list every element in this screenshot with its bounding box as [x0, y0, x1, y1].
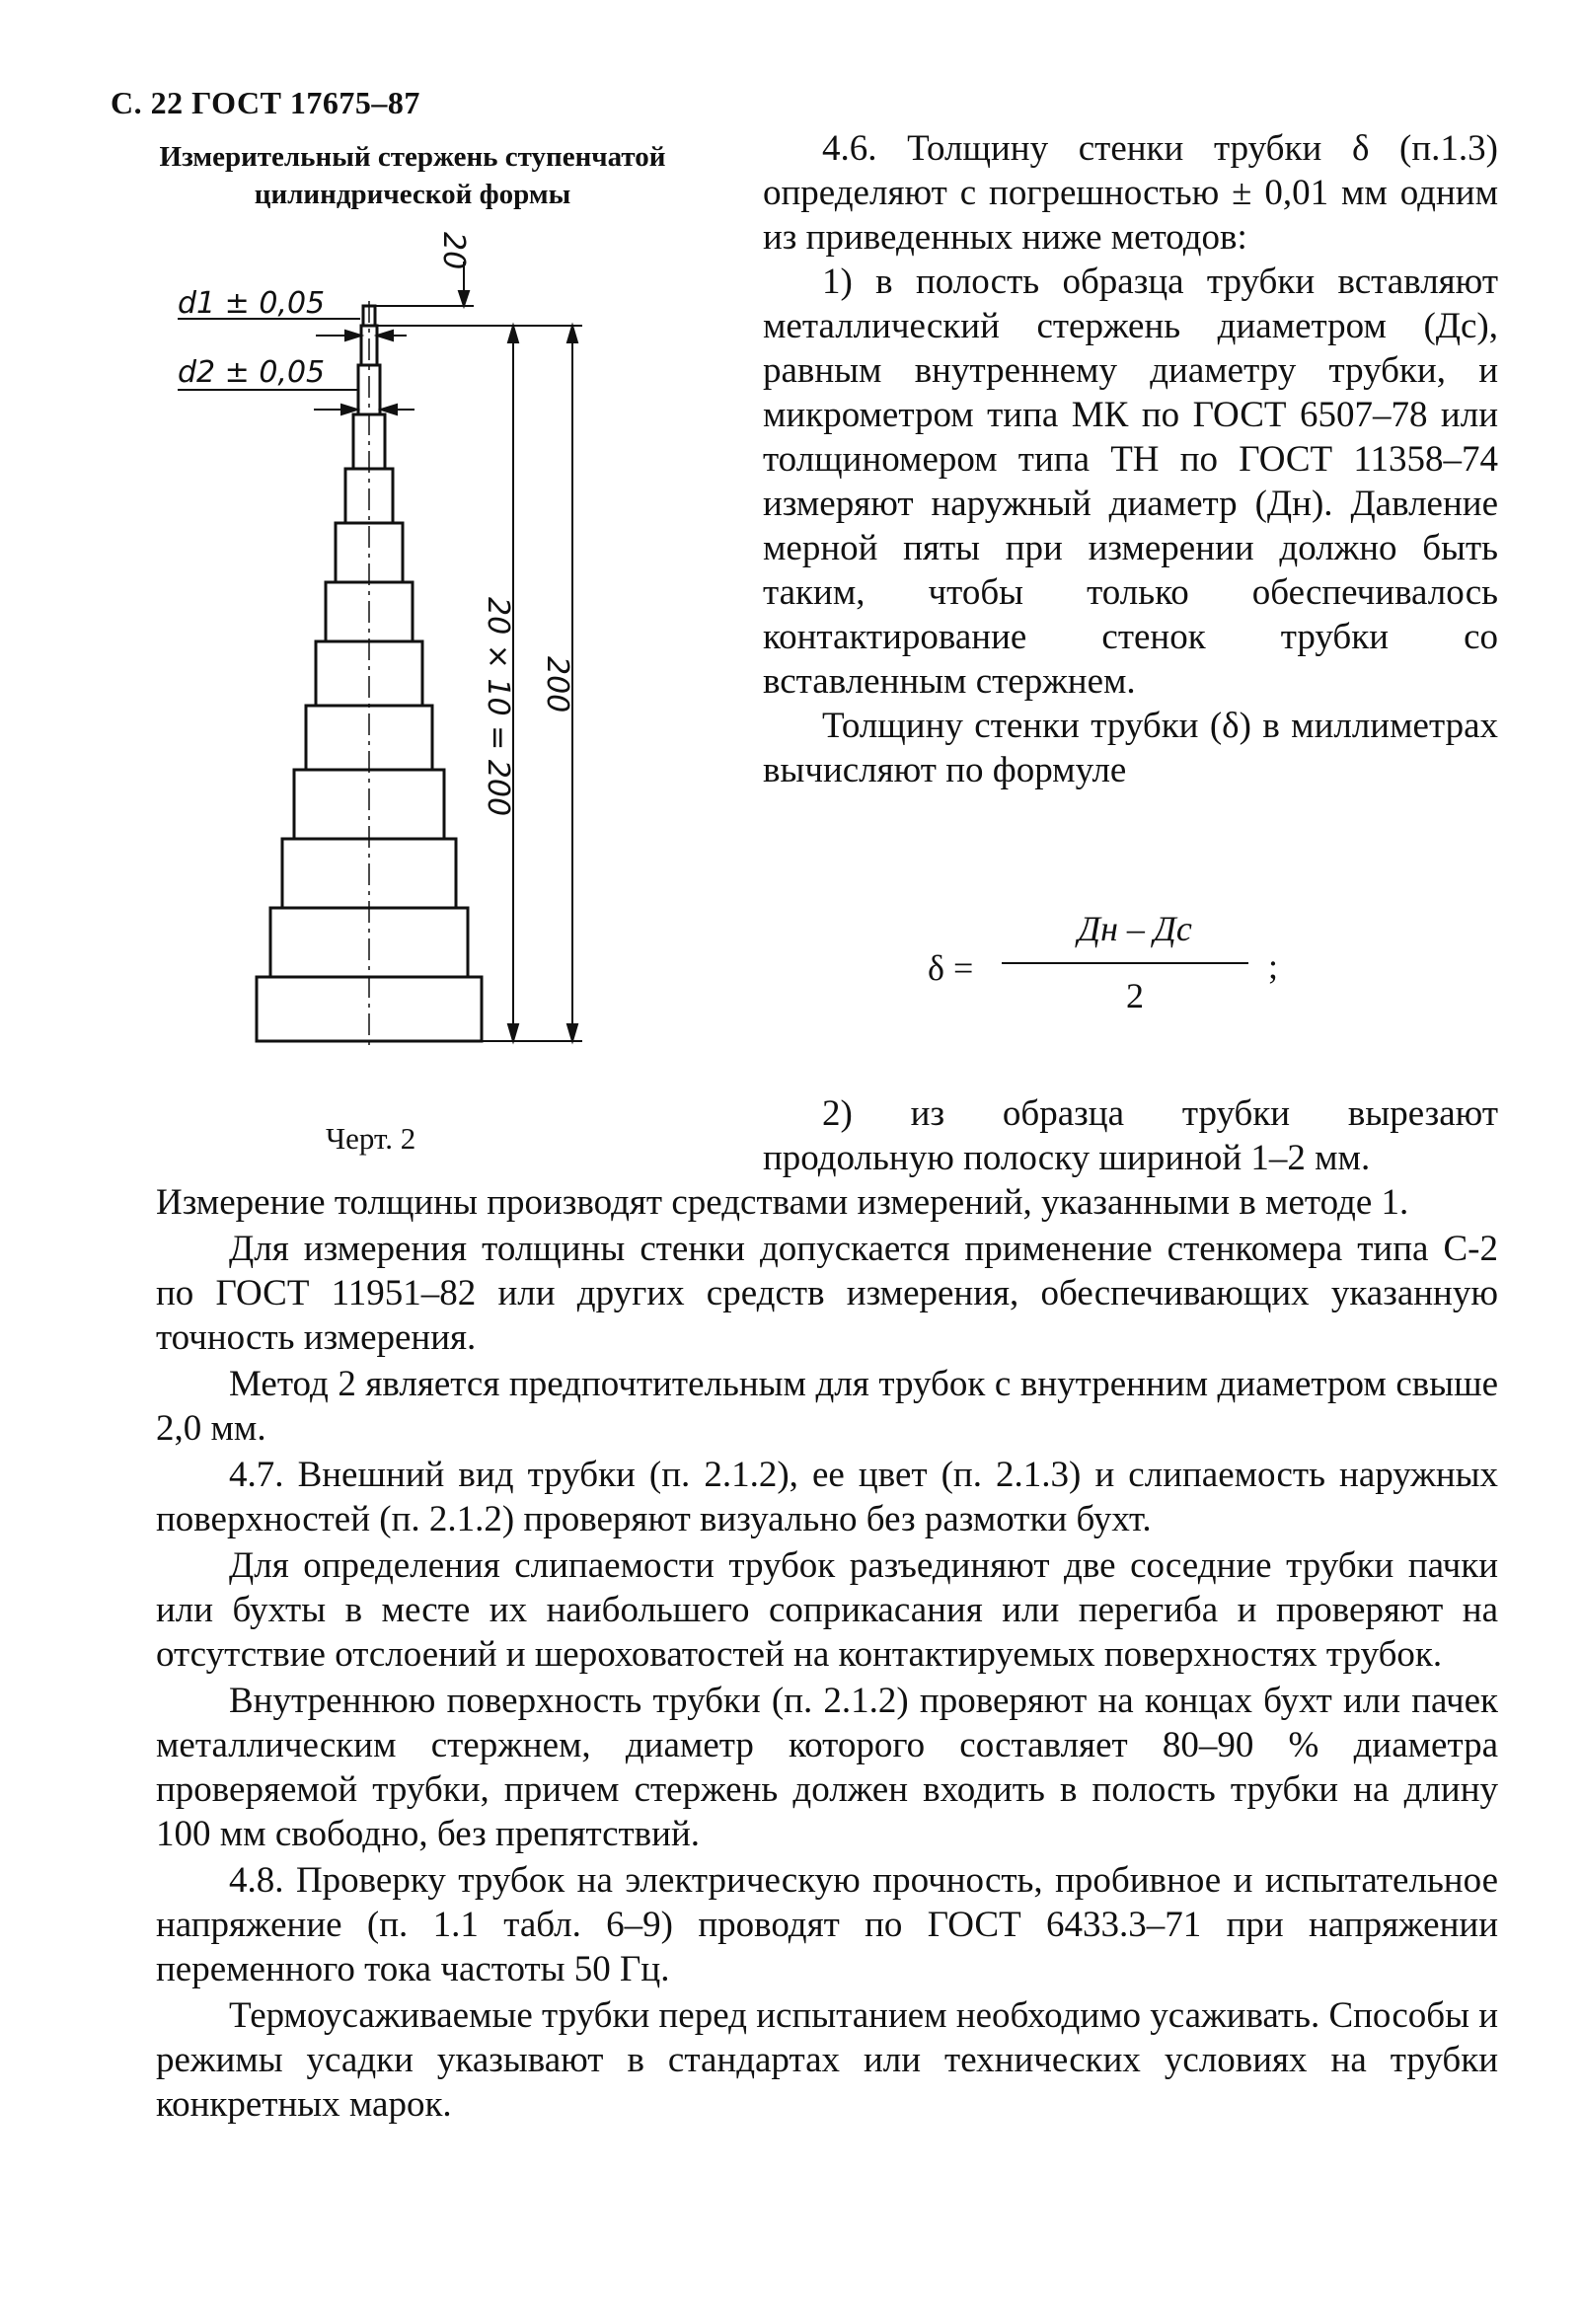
- method-2-continuation: Измерение толщины производят средствами измерений, указанными в методе 1.: [156, 1182, 1409, 1223]
- para-method-2-preferred: Метод 2 является предпочтительным для трубок с внутренним диаметром свыше 2,0 мм.: [156, 1364, 1498, 1449]
- dim-steps-arrow-bottom: [508, 1024, 518, 1041]
- dim-total-arrow-top: [567, 326, 577, 342]
- d1-arrow-right: [377, 331, 393, 340]
- dimension-lines: [148, 222, 612, 1041]
- para-4-8: 4.8. Проверку трубок на электрическую прочность, пробивное и испытательное напряжение (п. 1.1 табл. 6–9) проводят по ГОСТ 6433.3–71 при напряжении переменного тока частоты 50 Гц.: [156, 1860, 1498, 1989]
- label-total: 200: [540, 656, 574, 713]
- para-inner-surface: Внутреннюю поверхность трубки (п. 2.1.2) проверяют на концах бухт или пачек металлическим стержнем, диаметр которого составляет 80–90 % диаметра проверяемой трубки, причем стержень должен входить в полость трубки на длину 100 мм свободно, без препятствий.: [156, 1681, 1498, 1854]
- stepped-rod-drawing: [148, 222, 681, 1110]
- right-column: [763, 126, 1498, 792]
- formula-intro: Толщину стенки трубки (δ) в миллиметрах вычисляют по формуле: [763, 706, 1498, 790]
- formula-denominator: 2: [1126, 976, 1144, 1015]
- dim-total-arrow-bottom: [567, 1024, 577, 1041]
- dim-20-arrow: [459, 291, 469, 306]
- label-steps: 20 × 10 = 200: [481, 597, 515, 817]
- label-d2: d2 ± 0,05: [178, 355, 326, 390]
- figure-title: [116, 138, 709, 213]
- para-4-6: 4.6. Толщину стенки трубки δ (п.1.3) определяют с погрешностью ± 0,01 мм одним из приведенных ниже методов:: [763, 128, 1498, 258]
- formula-tail: ;: [1268, 946, 1279, 986]
- formula-lhs: δ =: [928, 948, 974, 988]
- para-thermo: Термоусаживаемые трубки перед испытанием необходимо усаживать. Способы и режимы усадки указывают в стандартах или технических условиях на трубки конкретных марок.: [156, 1995, 1499, 2125]
- method-2-start: [763, 1091, 1498, 1180]
- page-header: С. 22 ГОСТ 17675–87: [111, 85, 420, 120]
- figure-title-line-1: Измерительный стержень ступенчатой: [159, 141, 666, 173]
- para-sliperness: Для определения слипаемости трубок разъединяют две соседние трубки пачки или бухты в месте их наибольшего соприкасания или перегиба и проверяют на отсутствие отслоений и шероховатостей на контактируемых поверхностях трубок.: [156, 1545, 1498, 1675]
- rod-steps: [257, 301, 482, 1046]
- thickness-formula: [928, 908, 1322, 1026]
- figure-title-line-2: цилиндрической формы: [254, 179, 571, 210]
- label-d1: d1 ± 0,05: [178, 286, 326, 321]
- para-stenkomer: Для измерения толщины стенки допускается применение стенкомера типа С-2 по ГОСТ 11951–82 или других средств измерения, обеспечивающих указанную точность измерения.: [156, 1229, 1498, 1358]
- para-4-7: 4.7. Внешний вид трубки (п. 2.1.2), ее цвет (п. 2.1.3) и слипаемость наружных поверхностей (п. 2.1.2) проверяют визуально без размотки бухт.: [156, 1455, 1498, 1539]
- dim-steps-arrow-top: [508, 326, 518, 342]
- method-1: 1) в полость образца трубки вставляют металлический стержень диаметром (Дс), равным внутреннему диаметру трубки, и микрометром типа МК по ГОСТ 6507–78 или толщиномером типа ТН по ГОСТ 11358–74 измеряют наружный диаметр (Дн). Давление мерной пяты при измерении должно быть таким, чтобы только обеспечивалось контактирование стенок трубки со вставленным стержнем.: [763, 262, 1498, 702]
- label-top-dim: 20: [436, 232, 471, 270]
- d1-arrow-left: [345, 331, 361, 340]
- body-text: [156, 1180, 1498, 2127]
- formula-fraction-bar: [1002, 962, 1248, 964]
- formula-numerator: Дн – Дс: [1078, 909, 1192, 948]
- figure-caption: Черт. 2: [326, 1121, 416, 1156]
- method-2-text: 2) из образца трубки вырезают продольную полоску шириной 1–2 мм.: [763, 1093, 1498, 1178]
- stepped-rod-svg: [148, 222, 681, 1110]
